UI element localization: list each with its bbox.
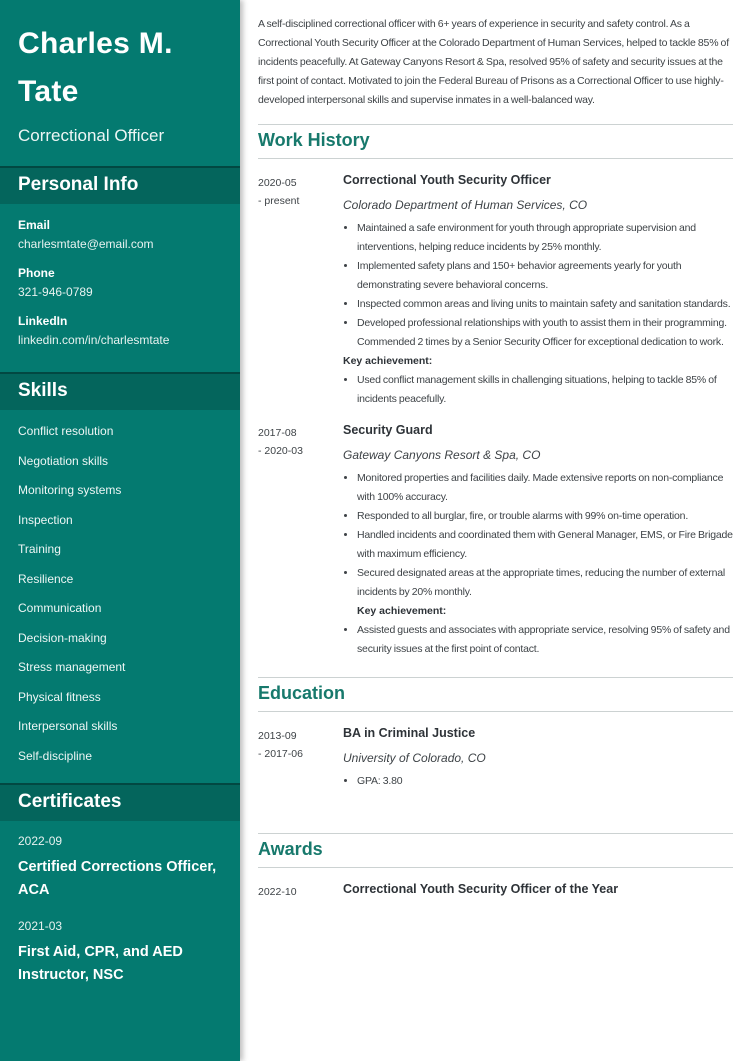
awards-section	[258, 833, 733, 907]
email-label: Email	[18, 218, 51, 232]
skill-item: Conflict resolution	[18, 424, 114, 438]
skill-item: Monitoring systems	[18, 483, 122, 497]
sidebar	[0, 0, 240, 1061]
award-entry-details	[343, 881, 733, 907]
candidate-name: Charles M. Tate	[18, 27, 173, 108]
resume-body	[240, 0, 750, 1061]
job-bullet: • Inspected common areas and living units to maintain safety and sanitation standards.	[357, 295, 733, 314]
job-bullets	[343, 469, 733, 602]
skill-item: Self-discipline	[18, 748, 93, 763]
job-bullet: • Handled incidents and coordinated them with General Manager, EMS, or Fire Brigade with maximum efficiency.	[357, 526, 733, 564]
certificates-heading: Certificates	[0, 783, 240, 821]
skill-item: Negotiation skills	[18, 453, 109, 468]
work-entry	[258, 422, 733, 659]
skills-list	[0, 424, 240, 763]
degree-title: BA in Criminal Justice	[343, 726, 476, 740]
personal-info-section	[0, 204, 240, 347]
job-bullet: • Monitored properties and facilities daily. Made extensive reports on non-compliance with 100% accuracy.	[357, 469, 733, 507]
date-end: - 2020-03	[258, 445, 303, 457]
job-bullet: • Responded to all burglar, fire, or trouble alarms with 99% on-time operation.	[357, 507, 733, 526]
education-section	[258, 677, 733, 791]
work-history-section	[258, 124, 733, 659]
job-company: Gateway Canyons Resort & Spa, CO	[343, 448, 541, 462]
awards-heading: Awards	[258, 833, 733, 868]
key-achievement-bullet: • Assisted guests and associates with appropriate service, resolving 95% of safety and security issues at the first point of contact.	[357, 621, 733, 659]
job-bullet: • Maintained a safe environment for youth through appropriate supervision and interventions, helping reduce incidents by 25% monthly.	[357, 219, 733, 257]
date-end: - 2017-06	[258, 748, 303, 760]
work-history-heading: Work History	[258, 124, 733, 159]
work-entry-dates	[258, 172, 343, 409]
date: 2022-10	[258, 886, 297, 898]
skill-item: Stress management	[18, 660, 126, 674]
certificate-name: Certified Corrections Officer, ACA	[18, 858, 217, 898]
education-heading: Education	[258, 677, 733, 712]
job-title: Correctional Youth Security Officer	[343, 173, 551, 187]
work-entry	[258, 172, 733, 409]
key-achievement-bullet: • Used conflict management skills in challenging situations, helping to tackle 85% of incidents peacefully.	[357, 371, 733, 409]
job-company: Colorado Department of Human Services, CO	[343, 198, 588, 212]
key-achievement-bullets	[343, 621, 733, 659]
job-title: Security Guard	[343, 423, 433, 437]
certificate-name: First Aid, CPR, and AED Instructor, NSC	[18, 943, 183, 983]
phone-value: 321-946-0789	[18, 285, 93, 299]
education-bullet: • GPA: 3.80	[357, 772, 733, 791]
certificate-date: 2022-09	[18, 833, 63, 848]
certificate-date: 2021-03	[18, 918, 63, 933]
skill-item: Resilience	[18, 571, 74, 586]
phone-label: Phone	[18, 266, 55, 280]
email-value: charlesmtate@email.com	[18, 237, 154, 251]
job-bullet: • Implemented safety plans and 150+ behavior agreements yearly for youth demonstrating severe behavioral concerns.	[357, 257, 733, 295]
certificates-section	[0, 821, 240, 987]
date-start: 2013-09	[258, 730, 297, 742]
education-entry	[258, 725, 733, 791]
work-entry-details	[343, 172, 733, 409]
job-bullet: • Secured designated areas at the appropriate times, reducing the number of external incidents by 20% monthly.	[357, 564, 733, 602]
date-end: - present	[258, 195, 300, 207]
education-bullets	[343, 772, 733, 791]
key-achievement-label: Key achievement:	[357, 605, 447, 617]
skill-item: Physical fitness	[18, 689, 101, 704]
personal-info-heading: Personal Info	[0, 166, 240, 204]
job-bullets	[343, 219, 733, 352]
award-title: Correctional Youth Security Officer of the Year	[343, 882, 619, 896]
award-entry-date	[258, 881, 343, 907]
school-name: University of Colorado, CO	[343, 751, 486, 765]
work-entry-dates	[258, 422, 343, 659]
award-entry	[258, 881, 733, 907]
skill-item: Inspection	[18, 512, 73, 527]
skills-heading: Skills	[0, 372, 240, 410]
key-achievement-bullets	[343, 371, 733, 409]
skill-item: Interpersonal skills	[18, 719, 118, 733]
education-entry-dates	[258, 725, 343, 791]
skill-item: Communication	[18, 601, 102, 615]
job-bullet: • Developed professional relationships with youth to assist them in their programming. Commended 2 times by a Senior Security Officer for exceptional dedication to work.	[357, 314, 733, 352]
candidate-job-title: Correctional Officer	[18, 126, 165, 145]
linkedin-label: LinkedIn	[18, 314, 68, 328]
work-entry-details	[343, 422, 733, 659]
key-achievement-label: Key achievement:	[343, 355, 433, 367]
education-entry-details	[343, 725, 733, 791]
date-start: 2017-08	[258, 427, 297, 439]
professional-summary: A self-disciplined correctional officer with 6+ years of experience in security and safety control. As a Correctional Youth Security Officer at the Colorado Department of Human Services, helped to tackle 85% of incidents peacefully. At Gateway Canyons Resort & Spa, resolved 95% of safety and security issues at the first point of contact. Motivated to join the Federal Bureau of Prisons as a Correctional Officer to use highly-developed interpersonal skills and supervise inmates in a well-balanced way.	[258, 18, 729, 106]
linkedin-value: linkedin.com/in/charlesmtate	[18, 333, 170, 347]
skill-item: Decision-making	[18, 630, 107, 645]
skill-item: Training	[18, 542, 61, 556]
date-start: 2020-05	[258, 177, 297, 189]
